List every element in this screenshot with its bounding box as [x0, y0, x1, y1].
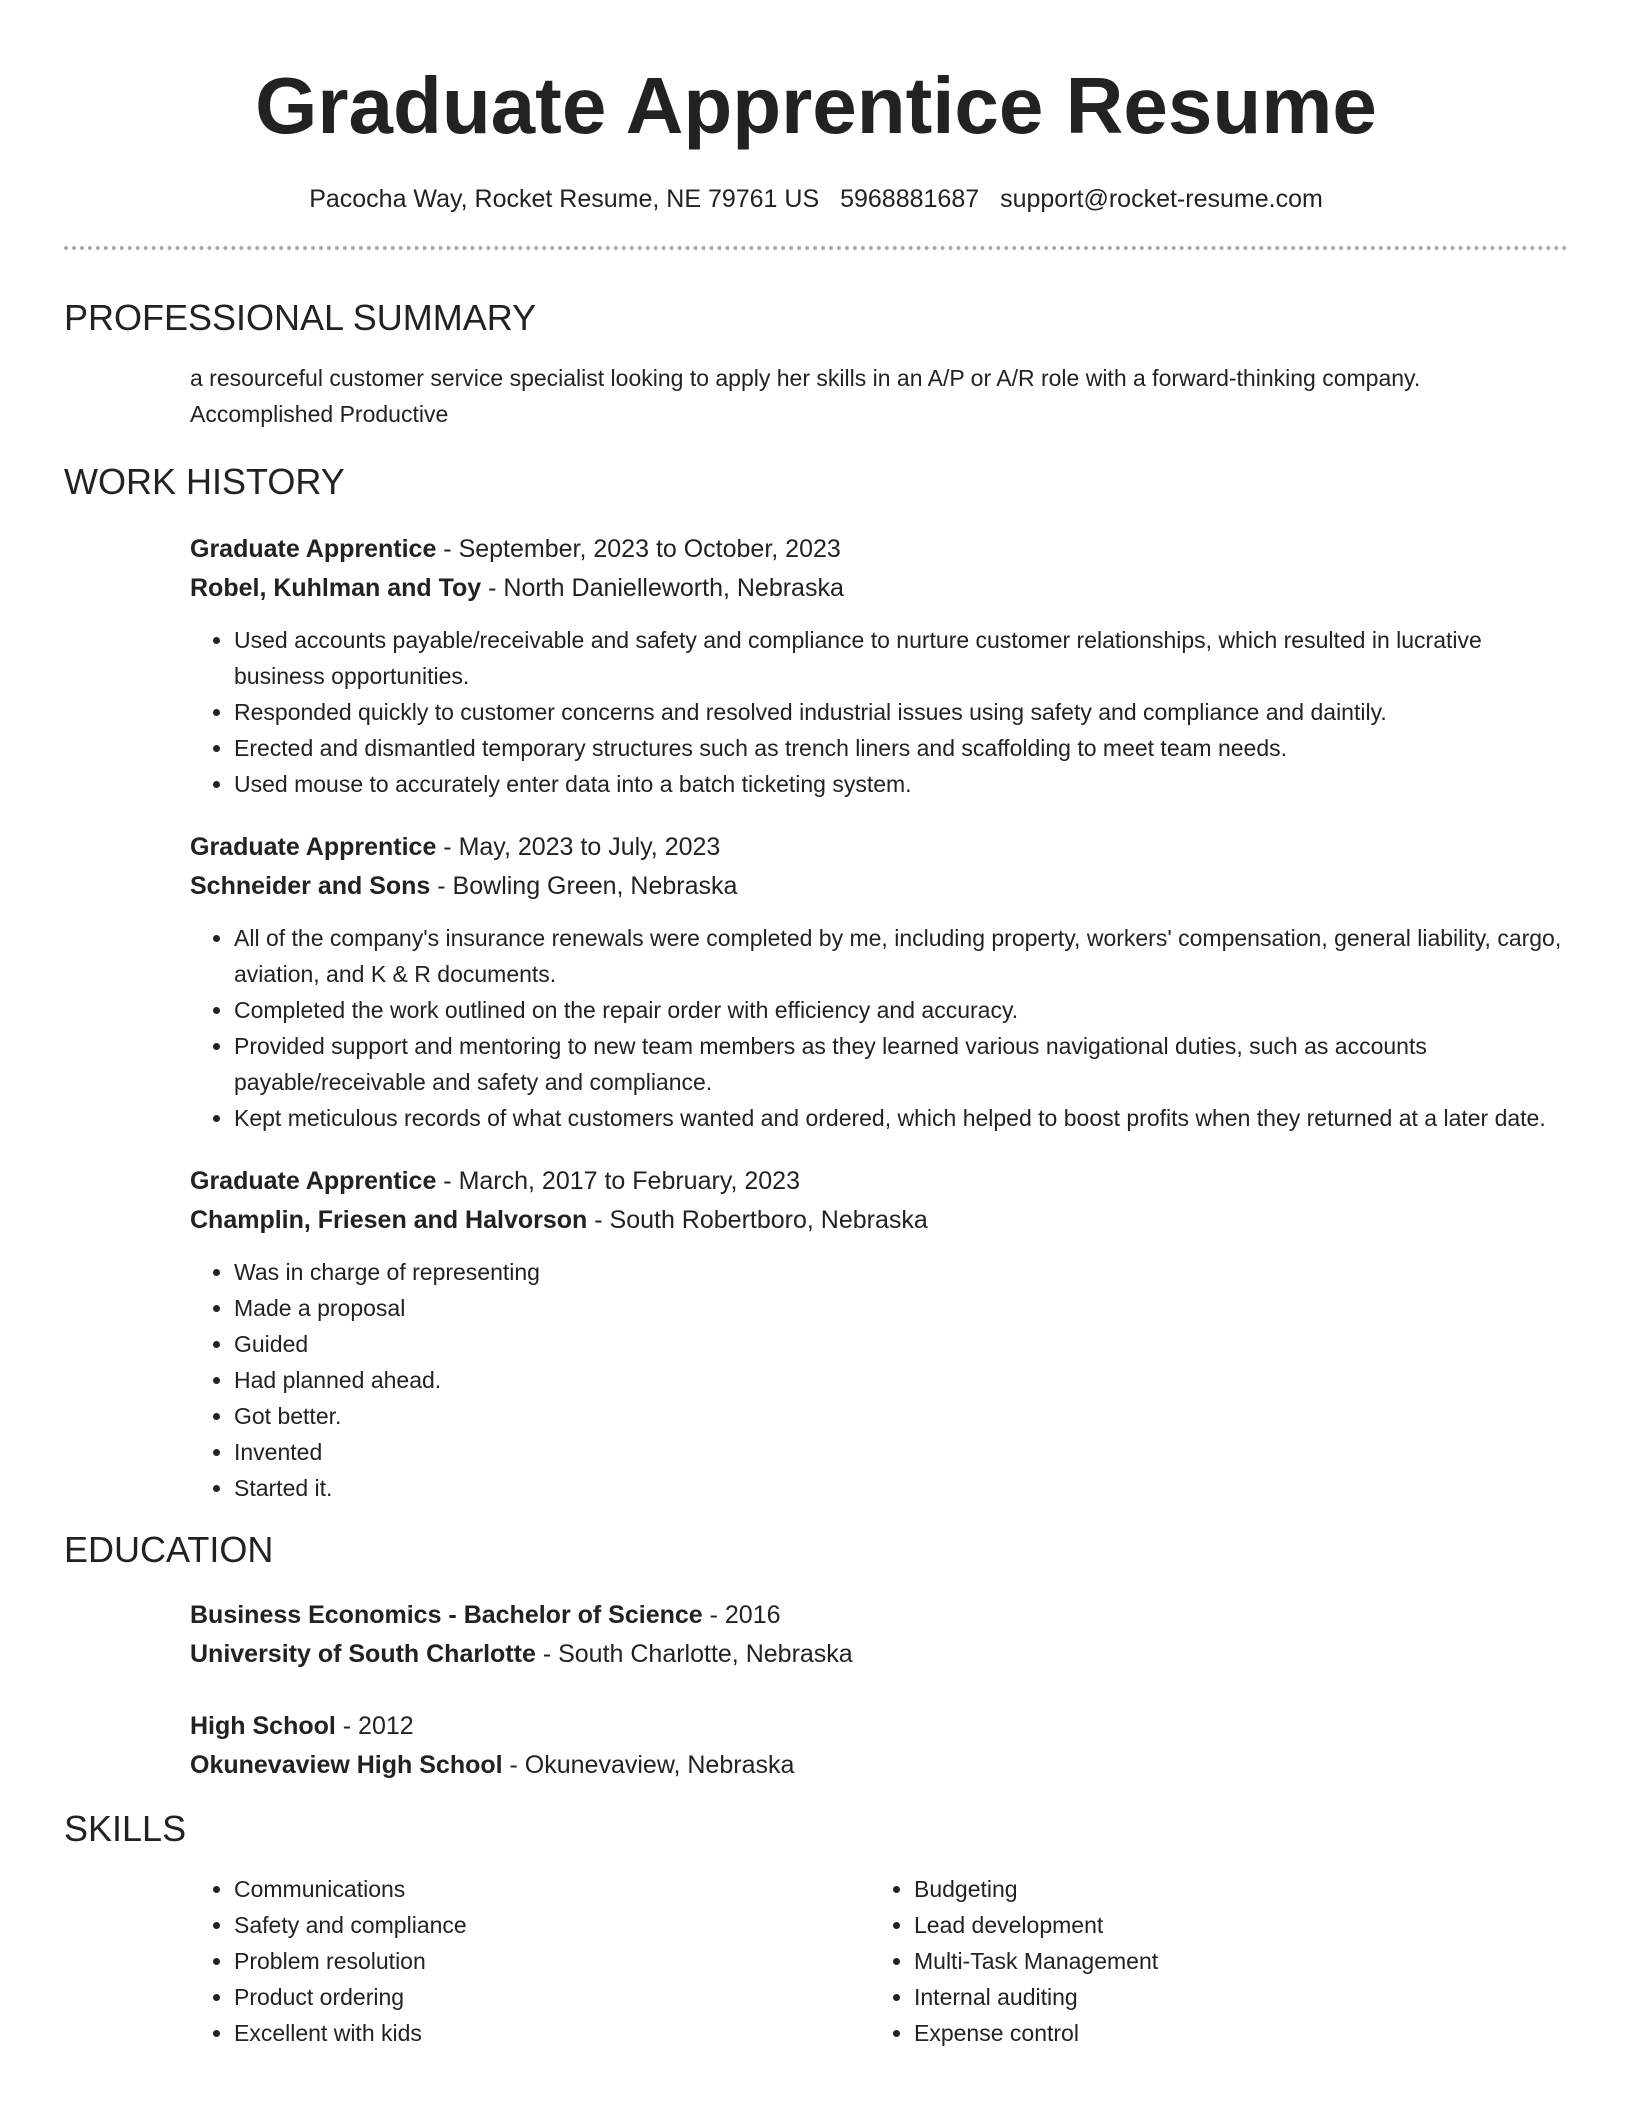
job-title-line: [190, 1162, 1568, 1201]
job-title-line: [190, 828, 1568, 867]
list-item: • Communications: [234, 1871, 870, 1907]
header-divider: [64, 246, 1568, 250]
job-title-line: [190, 530, 1568, 569]
skills-heading: SKILLS: [64, 1808, 187, 1849]
job-location: - North Danielleworth, Nebraska: [481, 574, 844, 602]
list-item: • Kept meticulous records of what customers wanted and ordered, which helped to boost profits when they returned at a later date.: [234, 1100, 1568, 1136]
list-item: • Guided: [234, 1326, 1568, 1362]
job-role: Graduate Apprentice: [190, 1167, 437, 1195]
contact-phone: 5968881687: [840, 185, 980, 213]
list-item: • Product ordering: [234, 1979, 870, 2015]
education-entry: [190, 1707, 1568, 1785]
education-school: Okunevaview High School: [190, 1751, 503, 1779]
education-section: [64, 1596, 1568, 1785]
list-item: • Invented: [234, 1434, 1568, 1470]
job-dates: - May, 2023 to July, 2023: [436, 833, 721, 861]
contact-email: support@rocket-resume.com: [1000, 185, 1323, 213]
list-item: • Problem resolution: [234, 1943, 870, 1979]
education-year: - 2012: [335, 1712, 414, 1740]
skills-columns: [190, 1871, 1568, 2051]
job-entry: [190, 530, 1568, 802]
job-company: Schneider and Sons: [190, 872, 431, 900]
job-company: Robel, Kuhlman and Toy: [190, 574, 482, 602]
job-company-line: [190, 1201, 1568, 1240]
education-year: - 2016: [702, 1601, 781, 1629]
contact-address: Pacocha Way, Rocket Resume, NE 79761 US: [309, 185, 820, 213]
resume-title: Graduate Apprentice Resume: [255, 61, 1377, 150]
job-company-line: [190, 569, 1568, 608]
job-entry: [190, 1162, 1568, 1506]
list-item: • Got better.: [234, 1398, 1568, 1434]
education-school-line: [190, 1635, 1568, 1674]
job-bullets: [190, 1254, 1568, 1506]
education-entry: [190, 1596, 1568, 1674]
education-degree-line: [190, 1596, 1568, 1635]
education-school-line: [190, 1746, 1568, 1785]
skills-list-right: [870, 1871, 1158, 2051]
education-degree: High School: [190, 1712, 336, 1740]
job-dates: - September, 2023 to October, 2023: [436, 535, 841, 563]
resume-header: [64, 0, 1568, 216]
education-school: University of South Charlotte: [190, 1640, 536, 1668]
job-company-line: [190, 867, 1568, 906]
list-item: • Was in charge of representing: [234, 1254, 1568, 1290]
education-degree-line: [190, 1707, 1568, 1746]
list-item: • Started it.: [234, 1470, 1568, 1506]
list-item: • Excellent with kids: [234, 2015, 870, 2051]
list-item: • Erected and dismantled temporary structures such as trench liners and scaffolding to meet team needs.: [234, 730, 1568, 766]
job-role: Graduate Apprentice: [190, 535, 437, 563]
job-dates: - March, 2017 to February, 2023: [436, 1167, 800, 1195]
job-bullets: [190, 920, 1568, 1136]
work-history-heading: WORK HISTORY: [64, 461, 345, 502]
education-location: - South Charlotte, Nebraska: [535, 1640, 853, 1668]
list-item: • Provided support and mentoring to new team members as they learned various navigational duties, such as accounts payable/receivable and safety and compliance.: [234, 1028, 1568, 1100]
job-role: Graduate Apprentice: [190, 833, 437, 861]
list-item: • Used mouse to accurately enter data into a batch ticketing system.: [234, 766, 1568, 802]
list-item: • Made a proposal: [234, 1290, 1568, 1326]
list-item: • All of the company's insurance renewals were completed by me, including property, workers' compensation, general liability, cargo, aviation, and K & R documents.: [234, 920, 1568, 992]
summary-heading: PROFESSIONAL SUMMARY: [64, 297, 537, 338]
job-location: - South Robertboro, Nebraska: [587, 1206, 928, 1234]
list-item: • Had planned ahead.: [234, 1362, 1568, 1398]
job-location: - Bowling Green, Nebraska: [430, 872, 738, 900]
list-item: • Completed the work outlined on the repair order with efficiency and accuracy.: [234, 992, 1568, 1028]
list-item: • Used accounts payable/receivable and safety and compliance to nurture customer relationships, which resulted in lucrative business opportunities.: [234, 622, 1568, 694]
work-history-section: [64, 530, 1568, 1506]
contact-line: [64, 182, 1568, 216]
job-company: Champlin, Friesen and Halvorson: [190, 1206, 588, 1234]
skills-list-left: [190, 1871, 870, 2051]
job-entry: [190, 828, 1568, 1136]
education-location: - Okunevaview, Nebraska: [502, 1751, 795, 1779]
summary-text: a resourceful customer service specialist looking to apply her skills in an A/P or A/R role with a forward-thinking company. Accomplished Productive: [190, 365, 1421, 427]
list-item: • Internal auditing: [914, 1979, 1158, 2015]
education-degree: Business Economics - Bachelor of Science: [190, 1601, 703, 1629]
list-item: • Responded quickly to customer concerns and resolved industrial issues using safety and compliance and daintily.: [234, 694, 1568, 730]
list-item: • Lead development: [914, 1907, 1158, 1943]
skills-section: [64, 1871, 1568, 2051]
list-item: • Multi-Task Management: [914, 1943, 1158, 1979]
list-item: • Budgeting: [914, 1871, 1158, 1907]
education-heading: EDUCATION: [64, 1529, 274, 1570]
list-item: • Expense control: [914, 2015, 1158, 2051]
list-item: • Safety and compliance: [234, 1907, 870, 1943]
summary-section: [64, 360, 1568, 432]
job-bullets: [190, 622, 1568, 802]
